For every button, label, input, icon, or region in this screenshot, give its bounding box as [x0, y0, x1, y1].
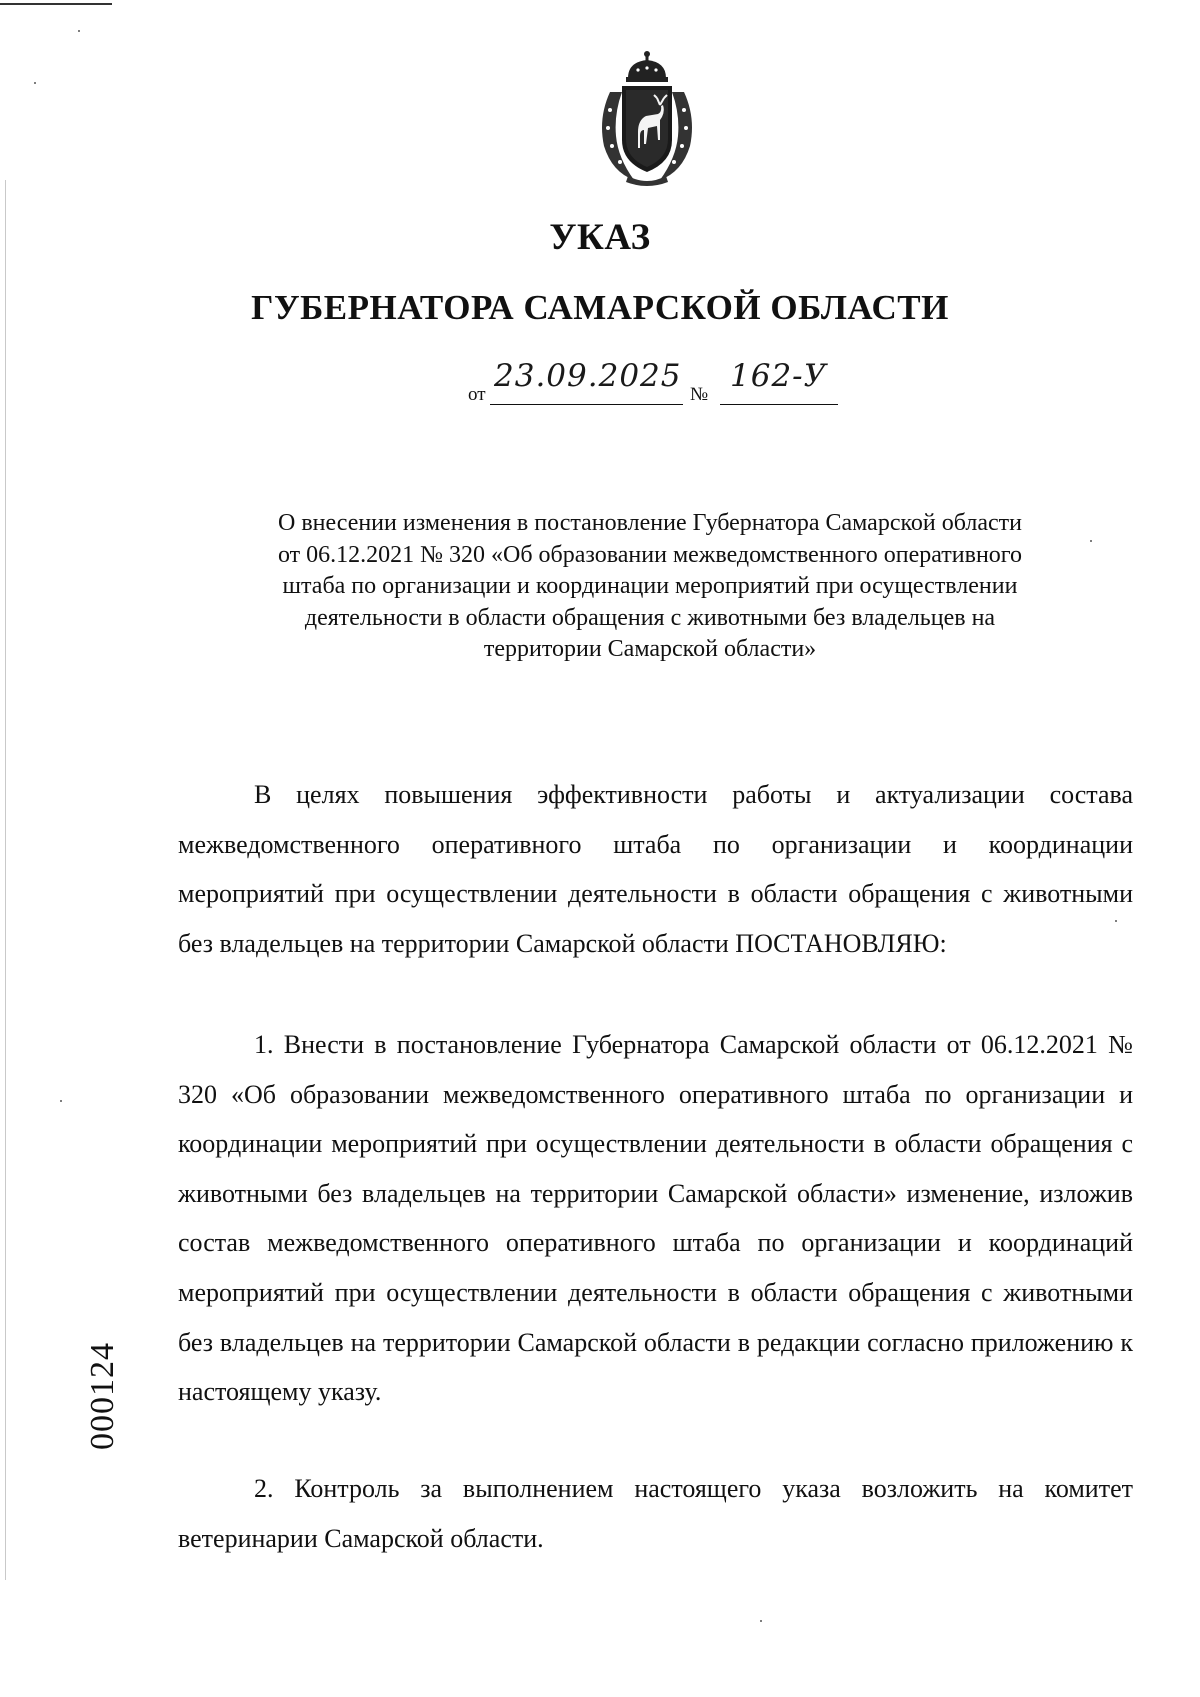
number-prefix: №	[690, 384, 709, 405]
decree-subject	[200, 508, 1100, 666]
scan-speck	[78, 30, 80, 32]
number-underline	[720, 404, 838, 405]
coat-of-arms-icon	[588, 48, 706, 188]
scan-left-edge	[5, 180, 6, 1580]
handwritten-number: 162-У	[730, 358, 828, 394]
decree-issuer: ГУБЕРНАТОРА САМАРСКОЙ ОБЛАСТИ	[251, 288, 949, 327]
clause-1-paragraph: 1. Внести в постановление Губернатора Самарской области от 06.12.2021 № 320 «Об образовании межведомственного оперативного штаба по организации и координации мероприятий при осуществлении деятельности в области обращения с животными без владельцев на территории Самарской области» изменение, изложив состав межведомственного оперативного штаба по организации и координаций мероприятий при осуществлении деятельности в области обращения с животными без владельцев на территории Самарской области в редакции согласно приложению к настоящему указу.	[178, 1030, 1133, 1407]
handwritten-date: 23.09.2025	[494, 358, 682, 394]
scan-speck	[34, 82, 36, 84]
preamble-paragraph: В целях повышения эффективности работы и актуализации состава межведомственного оперативного штаба по организации и координации мероприятий при осуществлении деятельности в области обращения с животными без владельцев на территории Самарской области ПОСТАНОВЛЯЮ:	[178, 780, 1133, 958]
date-number-line	[468, 358, 848, 414]
subject-line: от 06.12.2021 № 320 «Об образовании межведомственного оперативного	[277, 541, 1023, 568]
subject-line: территории Самарской области»	[483, 636, 817, 662]
scan-speck	[760, 1620, 762, 1622]
date-underline	[490, 404, 683, 405]
subject-line: О внесении изменения в постановление Губернатора Самарской области	[277, 510, 1022, 536]
scan-speck	[60, 1100, 62, 1102]
scan-speck	[1115, 920, 1117, 922]
date-prefix: от	[468, 384, 486, 405]
decree-title: УКАЗ	[549, 217, 651, 258]
subject-line: деятельности в области обращения с животными без владельцев на	[304, 604, 996, 631]
clause-2-paragraph: 2. Контроль за выполнением настоящего указа возложить на комитет ветеринарии Самарской области.	[178, 1474, 1133, 1553]
subject-line: штаба по организации и координации мероприятий при осуществлении	[282, 573, 1018, 599]
scan-corner-mark	[0, 3, 112, 5]
scan-speck	[1090, 540, 1092, 542]
serial-number: 000124	[84, 1342, 121, 1450]
